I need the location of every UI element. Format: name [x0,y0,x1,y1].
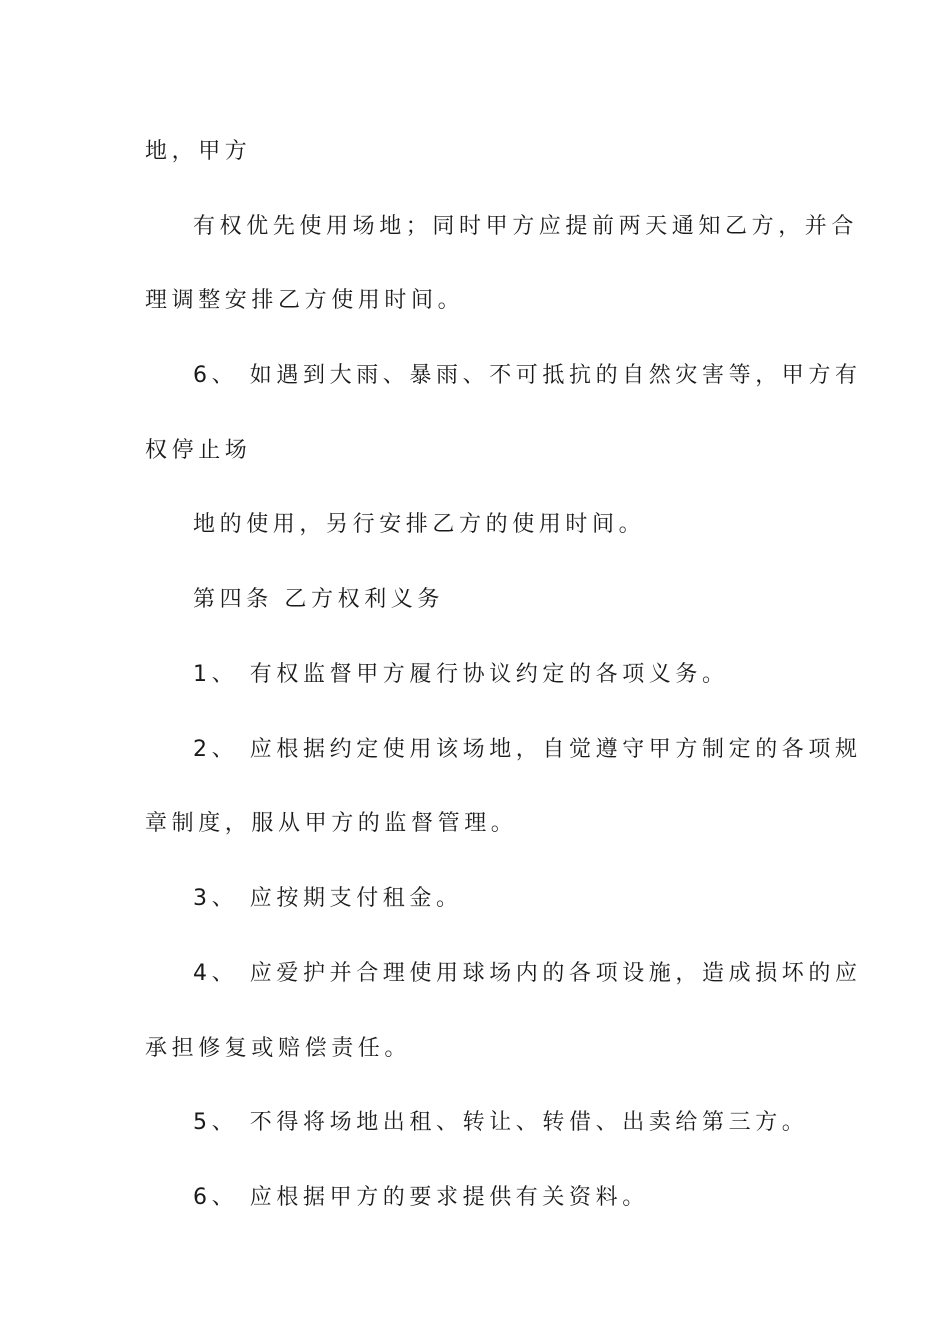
text-line-5: 权停止场 [145,438,252,463]
text-line-12: 4、 应爱护并合理使用球场内的各项设施，造成损坏的应 [193,961,862,986]
text-line-15: 6、 应根据甲方的要求提供有关资料。 [193,1185,649,1210]
text-line-13: 承担修复或赔偿责任。 [145,1036,412,1061]
text-line-6: 地的使用，另行安排乙方的使用时间。 [193,512,646,537]
text-line-14: 5、 不得将场地出租、转让、转借、出卖给第三方。 [193,1110,809,1135]
text-line-1: 地，甲方 [145,139,252,164]
text-line-3: 理调整安排乙方使用时间。 [145,288,465,313]
text-line-9: 2、 应根据约定使用该场地，自觉遵守甲方制定的各项规 [193,737,862,762]
text-line-11: 3、 应按期支付租金。 [193,886,463,911]
text-line-10: 章制度，服从甲方的监督管理。 [145,811,518,836]
text-line-4: 6、 如遇到大雨、暴雨、不可抵抗的自然灾害等，甲方有 [193,363,862,388]
section-heading: 第四条 乙方权利义务 [193,587,444,612]
text-line-2: 有权优先使用场地；同时甲方应提前两天通知乙方，并合 [193,214,859,239]
text-line-8: 1、 有权监督甲方履行协议约定的各项义务。 [193,662,729,687]
